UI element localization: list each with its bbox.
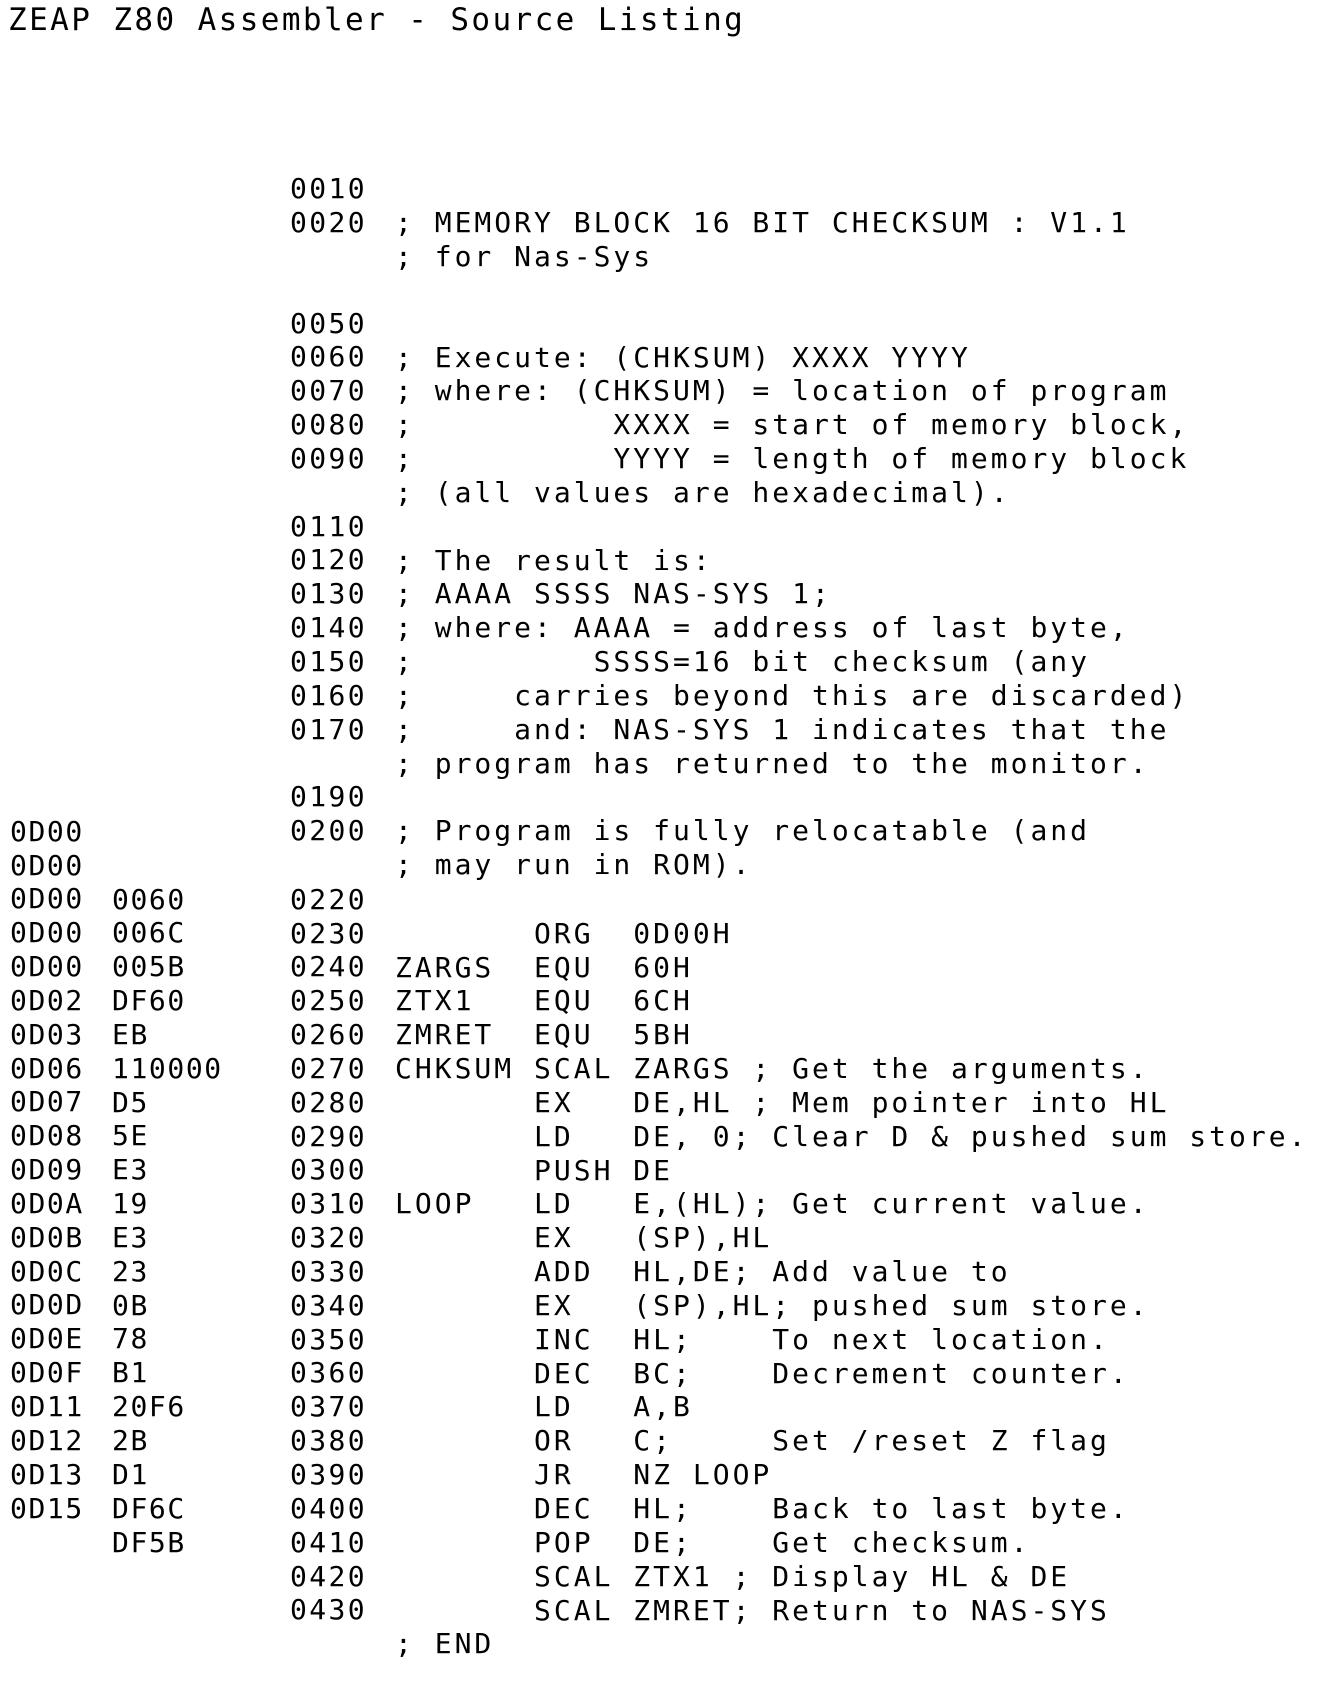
object-code: 5E [112, 1119, 149, 1152]
object-code: 110000 [112, 1052, 223, 1085]
address: 0D08 [10, 1119, 84, 1152]
object-code: DF60 [112, 984, 186, 1017]
source-text: ; END [395, 1627, 495, 1660]
object-code: EB [112, 1018, 149, 1051]
object-code: 0060 [112, 883, 186, 916]
source-text: JR NZ LOOP [395, 1458, 773, 1491]
line-number: 0390 [290, 1458, 368, 1491]
line-number: 0130 [290, 577, 368, 610]
source-text: LD DE, 0; Clear D & pushed sum store. [395, 1120, 1309, 1153]
object-code: 78 [112, 1322, 149, 1355]
line-number: 0340 [290, 1289, 368, 1322]
source-text: INC HL; To next location. [395, 1323, 1110, 1356]
source-text: ; may run in ROM). [395, 848, 753, 881]
line-number: 0060 [290, 340, 368, 373]
address: 0D0B [10, 1221, 84, 1254]
object-code: B1 [112, 1356, 149, 1389]
line-number: 0400 [290, 1492, 368, 1525]
source-text: ; MEMORY BLOCK 16 BIT CHECKSUM : V1.1 [395, 206, 1130, 239]
source-text: ; YYYY = length of memory block [395, 442, 1190, 475]
object-code: 006C [112, 916, 186, 949]
address: 0D00 [10, 916, 84, 949]
source-text: EX DE,HL ; Mem pointer into HL [395, 1086, 1170, 1119]
source-text: SCAL ZMRET; Return to NAS-SYS [395, 1594, 1110, 1627]
source-text: ; for Nas-Sys [395, 240, 654, 273]
address: 0D0C [10, 1255, 84, 1288]
source-text: DEC BC; Decrement counter. [395, 1357, 1130, 1390]
line-number: 0240 [290, 950, 368, 983]
line-number: 0380 [290, 1424, 368, 1457]
source-text: LOOP LD E,(HL); Get current value. [395, 1187, 1150, 1220]
line-number: 0220 [290, 883, 368, 916]
source-text: ; The result is: [395, 544, 713, 577]
line-number: 0150 [290, 645, 368, 678]
line-number: 0170 [290, 713, 368, 746]
page-title: ZEAP Z80 Assembler - Source Listing [8, 2, 746, 38]
source-text: POP DE; Get checksum. [395, 1526, 1031, 1559]
source-text: ZMRET EQU 5BH [395, 1018, 693, 1051]
source-text: ZTX1 EQU 6CH [395, 984, 693, 1017]
line-number: 0330 [290, 1255, 368, 1288]
line-number: 0430 [290, 1593, 368, 1626]
source-text: ; carries beyond this are discarded) [395, 679, 1190, 712]
source-text: ; XXXX = start of memory block, [395, 408, 1190, 441]
object-code: DF5B [112, 1526, 186, 1559]
source-text: ; program has returned to the monitor. [395, 747, 1150, 780]
source-text: OR C; Set /reset Z flag [395, 1424, 1110, 1457]
object-code: 20F6 [112, 1390, 186, 1423]
address: 0D00 [10, 849, 84, 882]
source-text: EX (SP),HL [395, 1221, 773, 1254]
line-number: 0410 [290, 1526, 368, 1559]
source-text: LD A,B [395, 1390, 693, 1423]
source-text: ZARGS EQU 60H [395, 951, 693, 984]
object-code: E3 [112, 1153, 149, 1186]
object-code: 19 [112, 1187, 149, 1220]
line-number: 0310 [290, 1187, 368, 1220]
object-code: 2B [112, 1424, 149, 1457]
address: 0D15 [10, 1492, 84, 1525]
address: 0D06 [10, 1052, 84, 1085]
address: 0D00 [10, 815, 84, 848]
source-text: ; AAAA SSSS NAS-SYS 1; [395, 577, 832, 610]
line-number: 0360 [290, 1356, 368, 1389]
line-number: 0010 [290, 172, 368, 205]
address: 0D0A [10, 1187, 84, 1220]
address: 0D0F [10, 1356, 84, 1389]
object-code: D5 [112, 1086, 149, 1119]
source-text: ; Execute: (CHKSUM) XXXX YYYY [395, 341, 971, 374]
address: 0D0D [10, 1288, 84, 1321]
source-text: ORG 0D00H [395, 917, 733, 950]
address: 0D00 [10, 882, 84, 915]
source-text: DEC HL; Back to last byte. [395, 1492, 1130, 1525]
address: 0D12 [10, 1424, 84, 1457]
line-number: 0230 [290, 917, 368, 950]
object-code: 23 [112, 1255, 149, 1288]
line-number: 0250 [290, 984, 368, 1017]
object-code: E3 [112, 1221, 149, 1254]
line-number: 0200 [290, 814, 368, 847]
line-number: 0020 [290, 206, 368, 239]
object-code: D1 [112, 1458, 149, 1491]
line-number: 0320 [290, 1221, 368, 1254]
source-text: PUSH DE [395, 1154, 674, 1187]
address: 0D07 [10, 1085, 84, 1118]
address: 0D03 [10, 1018, 84, 1051]
line-number: 0110 [290, 510, 368, 543]
address: 0D0E [10, 1322, 84, 1355]
address: 0D02 [10, 984, 84, 1017]
line-number: 0090 [290, 442, 368, 475]
line-number: 0350 [290, 1323, 368, 1356]
line-number: 0300 [290, 1153, 368, 1186]
object-code: 0B [112, 1289, 149, 1322]
line-number: 0120 [290, 543, 368, 576]
address: 0D00 [10, 950, 84, 983]
line-number: 0140 [290, 611, 368, 644]
line-number: 0050 [290, 307, 368, 340]
source-text: CHKSUM SCAL ZARGS ; Get the arguments. [395, 1052, 1150, 1085]
line-number: 0370 [290, 1390, 368, 1423]
line-number: 0260 [290, 1018, 368, 1051]
line-number: 0190 [290, 780, 368, 813]
source-text: EX (SP),HL; pushed sum store. [395, 1289, 1150, 1322]
source-text: ; and: NAS-SYS 1 indicates that the [395, 713, 1170, 746]
line-number: 0290 [290, 1120, 368, 1153]
source-text: SCAL ZTX1 ; Display HL & DE [395, 1560, 1071, 1593]
source-text: ADD HL,DE; Add value to [395, 1255, 1011, 1288]
line-number: 0080 [290, 408, 368, 441]
address: 0D13 [10, 1458, 84, 1491]
source-text: ; where: (CHKSUM) = location of program [395, 374, 1170, 407]
object-code: DF6C [112, 1492, 186, 1525]
address: 0D09 [10, 1153, 84, 1186]
source-text: ; where: AAAA = address of last byte, [395, 611, 1130, 644]
line-number: 0280 [290, 1086, 368, 1119]
line-number: 0270 [290, 1052, 368, 1085]
source-text: ; Program is fully relocatable (and [395, 814, 1091, 847]
line-number: 0420 [290, 1560, 368, 1593]
line-number: 0070 [290, 374, 368, 407]
object-code: 005B [112, 950, 186, 983]
address: 0D11 [10, 1390, 84, 1423]
source-text: ; SSSS=16 bit checksum (any [395, 645, 1091, 678]
source-text: ; (all values are hexadecimal). [395, 476, 1011, 509]
line-number: 0160 [290, 679, 368, 712]
